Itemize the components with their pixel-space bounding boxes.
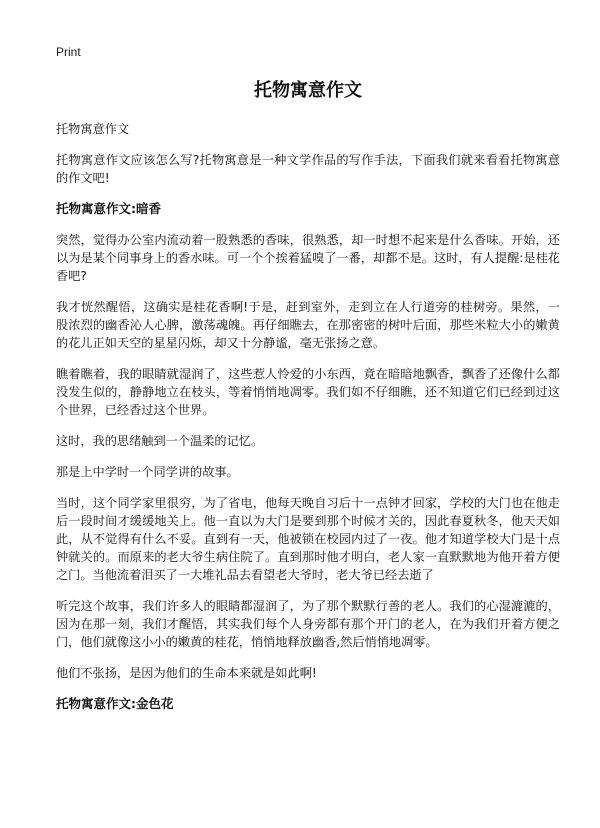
document-title: 托物寓意作文: [254, 80, 362, 101]
print-label: Print: [56, 45, 81, 59]
body-paragraph: 他们不张扬，是因为他们的生命本来就是如此啊!: [56, 666, 317, 680]
body-paragraph: 我才恍然醒悟，这确实是桂花香啊!于是，赶到室外，走到立在人行道旁的桂树旁。果然，一股浓烈的幽香沁人心脾，激荡魂魄。再仔细瞧去，在那密密的树叶后面，那些米粒大小的嫩黄的花儿正如天空的星星闪烁，却又十分静谧，毫无张扬之意。: [56, 300, 560, 350]
body-paragraph: 瞧着瞧着，我的眼睛就湿润了，这些惹人怜爱的小东西，竟在暗暗地飘香，飘香了还像什么都没发生似的，静静地立在枝头，等着悄悄地凋零。我们如不仔细瞧，还不知道它们已经到过这个世界，已经香过这个世界。: [56, 367, 560, 417]
body-paragraph: 听完这个故事，我们许多人的眼睛都湿润了，为了那个默默行善的老人。我们的心湿漉漉的，因为在那一刻，我们才醒悟，其实我们每个人身旁都有那个开门的老人，在为我们开着方便之门，他们就像这小小的嫩黄的桂花，悄悄地释放幽香,然后悄悄地凋零。: [56, 599, 560, 649]
intro-paragraph: 托物寓意作文应该怎么写?托物寓意是一种文学作品的写作手法，下面我们就来看看托物寓意的作文吧!: [56, 153, 560, 185]
body-paragraph: 突然，觉得办公室内流动着一股熟悉的香味，很熟悉，却一时想不起来是什么香味。开始，还以为是某个同事身上的香水味。可一个个挨着猛嗅了一番，却都不是。这时，有人提醒:是桂花香吧?: [56, 233, 560, 283]
document-subtitle: 托物寓意作文: [56, 122, 130, 136]
body-paragraph: 那是上中学时一个同学讲的故事。: [56, 465, 239, 479]
body-paragraph: 当时，这个同学家里很穷，为了省电，他每天晚自习后十一点钟才回家，学校的大门也在他走后一段时间才缓缓地关上。他一直以为大门是要到那个时候才关的，因此春夏秋冬，他天天如此，从不觉得有什么不妥。直到有一天，他被锁在校园内过了一夜。他才知道学校大门是十点钟就关的。而原来的老大爷生病住院了。直到那时他才明白，老人家一直默默地为他开着方便之门。当他流着泪买了一大堆礼品去看望老大爷时，老大爷已经去逝了: [56, 496, 560, 582]
section-heading-jinsehua: 托物寓意作文:金色花: [56, 696, 174, 711]
section-heading-anxiang: 托物寓意作文:暗香: [56, 201, 161, 216]
body-paragraph: 这时，我的思绪触到一个温柔的记忆。: [56, 434, 264, 448]
